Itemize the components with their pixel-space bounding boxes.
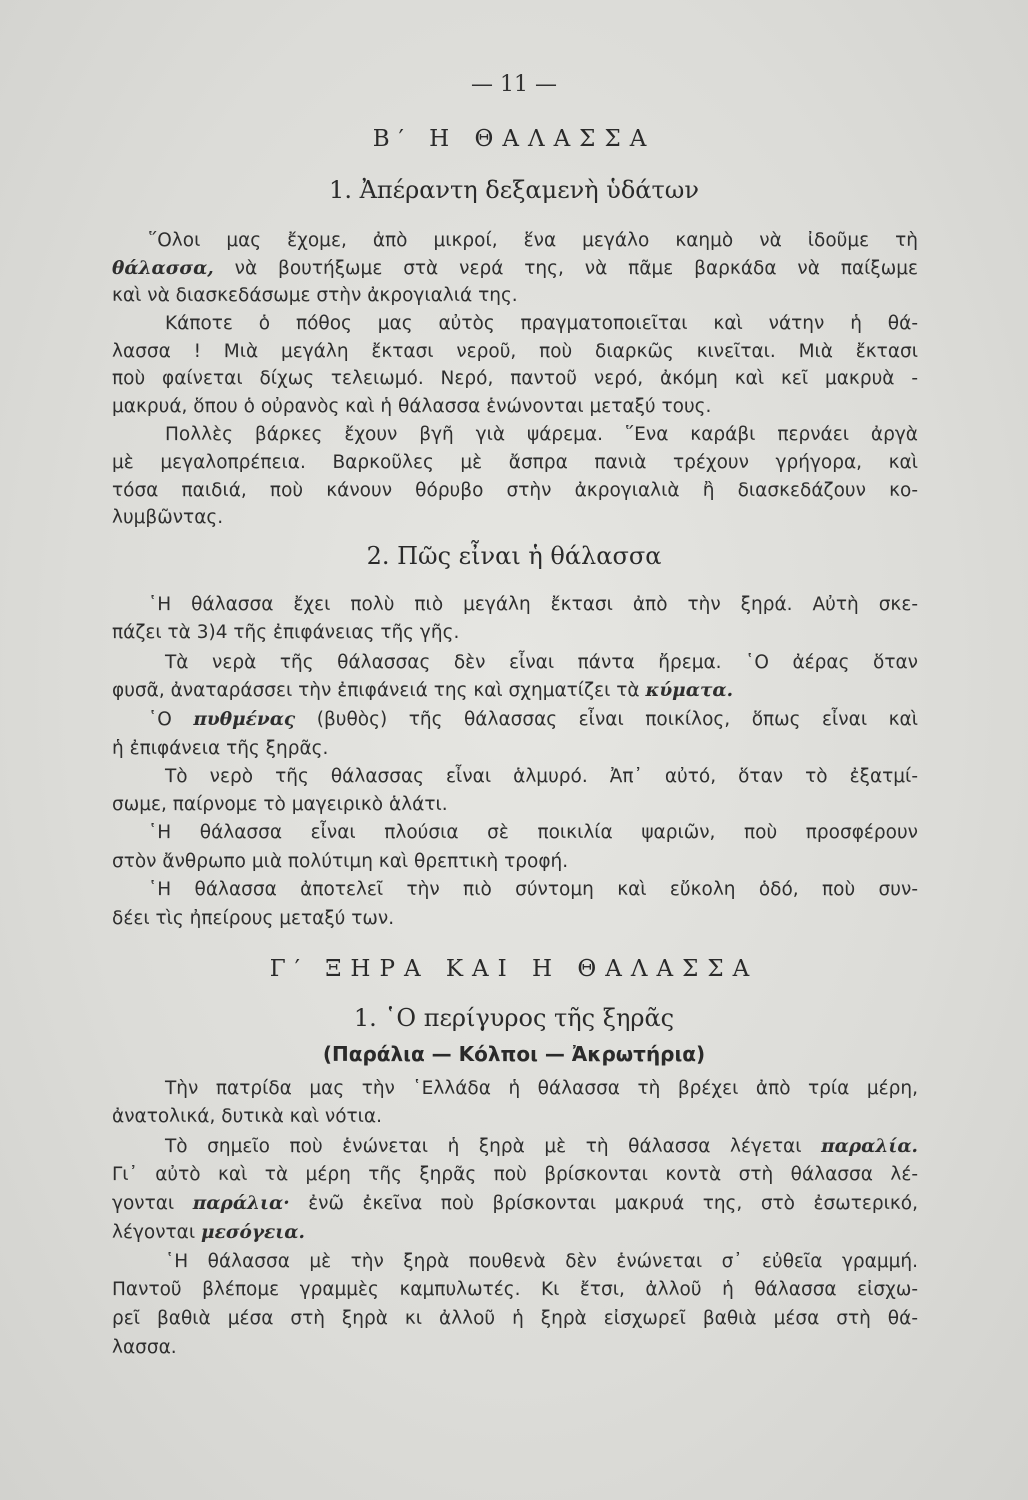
paragraph-line: μακρυά, ὅπου ὁ οὐρανὸς καὶ ἡ θάλασσα ἑνώνονται μεταξύ τους. [112, 396, 712, 417]
section-heading-c: Γ′ ΞΗΡΑ ΚΑΙ Η ΘΑΛΑΣΣΑ [269, 956, 759, 982]
paragraph-line: ῾Η θάλασσα ἀποτελεῖ τὴν πιὸ σύντομη καὶ εὔκολη ὁδό, ποὺ συν- [148, 879, 918, 900]
paragraph-line: λασσα ! Μιὰ μεγάλη ἔκτασι νεροῦ, ποὺ διαρκῶς κινεῖται. Μιὰ ἔκτασι [112, 341, 918, 362]
paragraph-line: Τὸ νερὸ τῆς θάλασσας εἶναι ἁλμυρό. Ἀπ᾽ αὐτό, ὅταν τὸ ἐξατμί- [165, 766, 918, 787]
line-text: φυσᾶ, ἀναταράσσει τὴν ἐπιφάνειά της καὶ σχηματίζει τὰ [112, 680, 640, 701]
paragraph-line: Παντοῦ βλέπομε γραμμὲς καμπυλωτές. Κι ἔτσι, ἀλλοῦ ἡ θάλασσα εἰσχω- [112, 1279, 918, 1300]
section-heading-b: Β′ Η ΘΑΛΑΣΣΑ [372, 126, 656, 152]
paragraph-line [112, 1220, 918, 1246]
paragraph-line: θάλασσα, νὰ βουτήξωμε στὰ νερά της, νὰ πᾶμε βαρκάδα νὰ παίξωμε [112, 258, 918, 279]
line-text: (βυθὸς) τῆς θάλασσας εἶναι ποικίλος, ὅπως εἶναι καὶ [316, 709, 918, 730]
paragraph-line: καὶ νὰ διασκεδάσωμε στὴν ἀκρογιαλιά της. [112, 285, 518, 306]
paragraph-line: ποὺ φαίνεται δίχως τελειωμό. Νερό, παντοῦ νερό, ἀκόμη καὶ κεῖ μακρυὰ - [112, 368, 918, 389]
paragraph-line: στὸν ἄνθρωπο μιὰ πολύτιμη καὶ θρεπτικὴ τροφή. [112, 851, 569, 872]
subsection-title-b1: 1. Ἀπέραντη δεξαμενὴ ὑδάτων [329, 176, 699, 204]
line-text: ῾Ο [148, 709, 172, 730]
line-text: γονται [112, 1193, 175, 1214]
line-text: λέγονται [112, 1222, 196, 1243]
paragraph-line: ῾Η θάλασσα ἔχει πολὺ πιὸ μεγάλη ἔκτασι ἀπὸ τὴν ξηρά. Αὐτὴ σκε- [148, 594, 918, 615]
paragraph-line: ῾Η θάλασσα μὲ τὴν ξηρὰ πουθενὰ δὲν ἑνώνεται σ᾽ εὐθεῖα γραμμή. [165, 1251, 918, 1272]
paragraph-line: λασσα. [112, 1337, 177, 1358]
line-text: Τὸ σημεῖο ποὺ ἑνώνεται ἡ ξηρὰ μὲ τὴ θάλασσα λέγεται [165, 1136, 802, 1157]
paragraph-line [112, 1191, 918, 1217]
paragraph-line: ῞Ολοι μας ἔχομε, ἀπὸ μικροί, ἕνα μεγάλο καημὸ νὰ ἰδοῦμε τὴ [148, 230, 918, 251]
paragraph-line: Γι᾽ αὐτὸ καὶ τὰ μέρη τῆς ξηρᾶς ποὺ βρίσκονται κοντὰ στὴ θάλασσα λέ- [112, 1164, 918, 1185]
paragraph-line: ρεῖ βαθιὰ μέσα στὴ ξηρὰ κι ἀλλοῦ ἡ ξηρὰ εἰσχωρεῖ βαθιὰ μέσα στὴ θά- [112, 1308, 918, 1329]
emphasis-word: κύματα. [645, 680, 734, 701]
subsection-title-b2: 2. Πῶς εἶναι ἡ θάλασσα [366, 542, 662, 570]
paragraph-line [112, 678, 918, 704]
paragraph-line: σωμε, παίρνομε τὸ μαγειρικὸ ἁλάτι. [112, 794, 448, 815]
paragraph-line: πάζει τὰ 3)4 τῆς ἐπιφάνειας τῆς γῆς. [112, 622, 460, 643]
paragraph-line: Κάποτε ὁ πόθος μας αὐτὸς πραγματοποιεῖται καὶ νάτην ἡ θά- [165, 313, 918, 334]
line-text: ἐνῶ ἐκεῖνα ποὺ βρίσκονται μακρυά της, στὸ ἐσωτερικό, [308, 1193, 918, 1214]
emphasis-word: θάλασσα, [112, 258, 214, 279]
paragraph-line: ῾Η θάλασσα εἶναι πλούσια σὲ ποικιλία ψαριῶν, ποὺ προσφέρουν [148, 822, 918, 843]
paragraph-line [165, 1134, 918, 1160]
paragraph-line: τόσα παιδιά, ποὺ κάνουν θόρυβο στὴν ἀκρογιαλιὰ ἢ διασκεδάζουν κο- [112, 480, 918, 501]
subsection-subtitle-c1: (Παράλια — Κόλποι — Ἀκρωτήρια) [322, 1042, 706, 1066]
paragraph-line: Τὰ νερὰ τῆς θάλασσας δὲν εἶναι πάντα ἤρεμα. ῾Ο ἀέρας ὅταν [165, 652, 918, 673]
emphasis-word: μεσόγεια. [201, 1222, 305, 1243]
paragraph-line: ἀνατολικά, δυτικὰ καὶ νότια. [112, 1106, 383, 1127]
emphasis-word: παράλια· [192, 1193, 290, 1214]
paragraph-line: μὲ μεγαλοπρέπεια. Βαρκοῦλες μὲ ἄσπρα πανιὰ τρέχουν γρήγορα, καὶ [112, 452, 918, 473]
paragraph-line [148, 707, 918, 733]
paragraph-line: δέει τὶς ἠπείρους μεταξύ των. [112, 908, 395, 929]
paragraph-line: Πολλὲς βάρκες ἔχουν βγῆ γιὰ ψάρεμα. ῞Ενα καράβι περνάει ἀργὰ [165, 424, 918, 445]
emphasis-word: παραλία. [821, 1136, 918, 1157]
paragraph-line: ἡ ἐπιφάνεια τῆς ξηρᾶς. [112, 738, 329, 759]
paragraph-line: Τὴν πατρίδα μας τὴν ῾Ελλάδα ἡ θάλασσα τὴ βρέχει ἀπὸ τρία μέρη, [165, 1078, 918, 1099]
emphasis-word: πυθμένας [193, 709, 296, 730]
subsection-title-c1: 1. ῾Ο περίγυρος τῆς ξηρᾶς [353, 1004, 675, 1032]
page-number: — 11 — [471, 72, 557, 97]
paragraph-line: λυμβῶντας. [112, 507, 224, 528]
